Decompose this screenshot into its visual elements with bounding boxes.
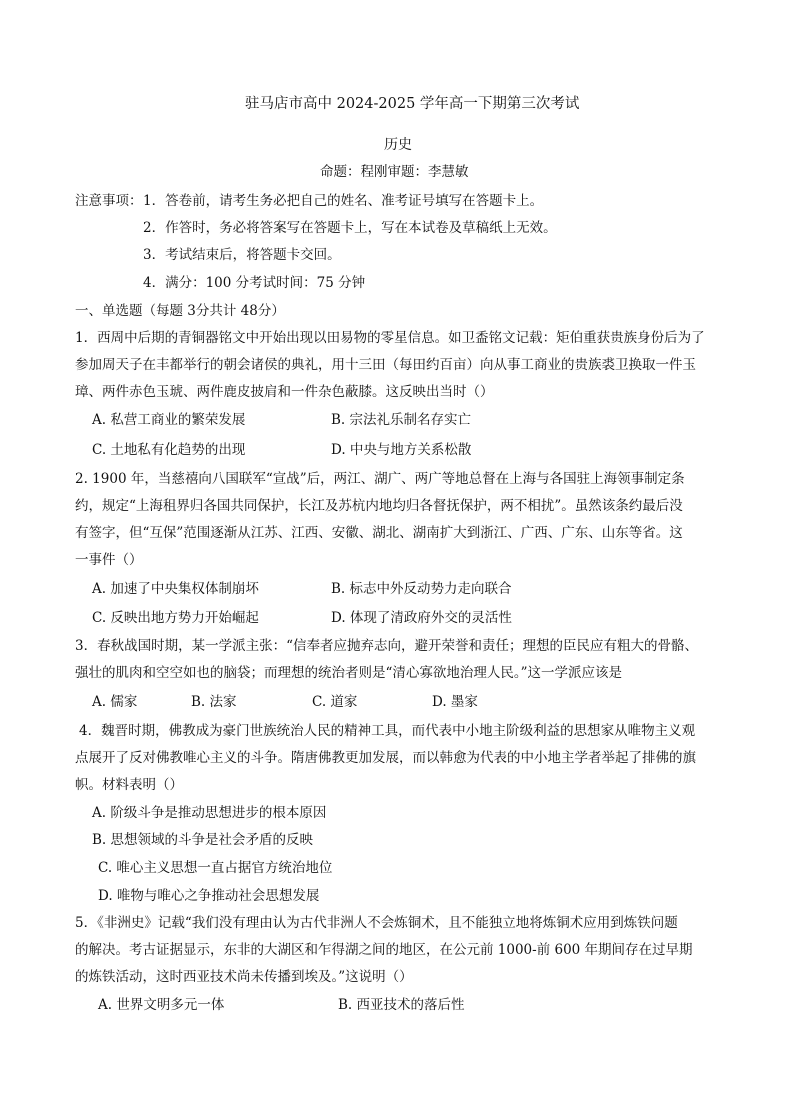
question-text: 有签字，但“互保”范围逐渐从江苏、江西、安徽、湖北、湖南扩大到浙江、广西、广东、山东等省。这 <box>75 525 683 541</box>
question-text: 帜。材料表明（） <box>75 777 183 793</box>
option-a[interactable]: A. 儒家 <box>92 694 138 710</box>
option-d[interactable]: D. 体现了清政府外交的灵活性 <box>331 610 512 626</box>
notice-item: 2．作答时，务必将答案写在答题卡上，写在本试卷及草稿纸上无效。 <box>143 220 557 236</box>
option-b[interactable]: B. 西亚技术的落后性 <box>338 997 465 1013</box>
option-d[interactable]: D. 中央与地方关系松散 <box>331 442 472 458</box>
option-a[interactable]: A. 阶级斗争是推动思想进步的根本原因 <box>92 805 327 821</box>
option-c[interactable]: C. 土地私有化趋势的出现 <box>92 442 246 458</box>
question-text: 参加周天子在丰都举行的朝会诸侯的典礼，用十三田（每田约百亩）向从事工商业的贵族裘卫换取一件玉 <box>75 357 696 373</box>
question-text: 1．西周中后期的青铜器铭文中开始出现以田易物的零星信息。如卫盉铭文记载：矩伯重获贵族身份后为了 <box>75 330 705 346</box>
notice-label: 注意事项： <box>75 193 143 209</box>
option-d[interactable]: D. 唯物与唯心之争推动社会思想发展 <box>98 888 320 904</box>
question-text: 的解决。考古证据显示，东非的大湖区和乍得湖之间的地区，在公元前 1000-前 600 年期间存在过早期 <box>75 942 693 958</box>
option-a[interactable]: A. 世界文明多元一体 <box>98 997 225 1013</box>
option-b[interactable]: B. 思想领域的斗争是社会矛盾的反映 <box>92 832 314 848</box>
notice-item: 1．答卷前，请考生务必把自己的姓名、准考证号填写在答题卡上。 <box>143 193 544 209</box>
option-c[interactable]: C. 反映出地方势力开始崛起 <box>92 610 259 626</box>
question-text: 点展开了反对佛教唯心主义的斗争。隋唐佛教更加发展，而以韩愈为代表的中小地主学者举起了排佛的旗 <box>75 750 696 766</box>
option-d[interactable]: D. 墨家 <box>432 694 478 710</box>
notice-item: 3．考试结束后，将答题卡交回。 <box>143 247 341 263</box>
question-text: 4．魏晋时期，佛教成为豪门世族统治人民的精神工具，而代表中小地主阶级利益的思想家从唯物主义观 <box>79 723 696 739</box>
option-c[interactable]: C. 唯心主义思想一直占据官方统治地位 <box>98 860 333 876</box>
exam-authors: 命题：程刚审题：李慧敏 <box>320 164 469 180</box>
question-text: 一事件（） <box>75 552 143 568</box>
section-heading: 一、单选题（每题 3分共计 48分） <box>75 303 285 319</box>
option-a[interactable]: A. 私营工商业的繁荣发展 <box>92 412 246 428</box>
question-text: 2. 1900 年，当慈禧向八国联军“宣战”后，两江、湖广、两广等地总督在上海与各国驻上海领事制定条 <box>75 471 685 487</box>
option-a[interactable]: A. 加速了中央集权体制崩坏 <box>92 581 259 597</box>
notice-item: 4．满分：100 分考试时间：75 分钟 <box>143 275 366 291</box>
option-b[interactable]: B. 标志中外反动势力走向联合 <box>331 581 512 597</box>
question-text: 约，规定“上海租界归各国共同保护，长江及苏杭内地均归各督抚保护，两不相扰”。虽然该条约最后没 <box>75 498 683 514</box>
question-text: 的炼铁活动，这时西亚技术尚未传播到埃及。”这说明（） <box>75 969 413 985</box>
option-b[interactable]: B. 宗法礼乐制名存实亡 <box>331 412 472 428</box>
question-text: 3．春秋战国时期，某一学派主张：“信奉者应抛弃志向，避开荣誉和责任；理想的臣民应有粗大的骨骼、 <box>75 638 698 654</box>
subject-title: 历史 <box>384 137 412 153</box>
option-b[interactable]: B. 法家 <box>191 694 237 710</box>
question-text: 5．《非洲史》记载“我们没有理由认为古代非洲人不会炼铜术，且不能独立地将炼铜术应用到炼铁问题 <box>75 915 678 931</box>
option-c[interactable]: C. 道家 <box>312 694 358 710</box>
question-text: 强壮的肌肉和空空如也的脑袋；而理想的统治者则是“清心寡欲地治理人民。”这一学派应该是 <box>75 665 623 681</box>
question-text: 璋、两件赤色玉琥、两件鹿皮披肩和一件杂色蔽膝。这反映出当时（） <box>75 384 494 400</box>
exam-title: 驻马店市高中 2024-2025 学年高一下期第三次考试 <box>245 96 580 112</box>
